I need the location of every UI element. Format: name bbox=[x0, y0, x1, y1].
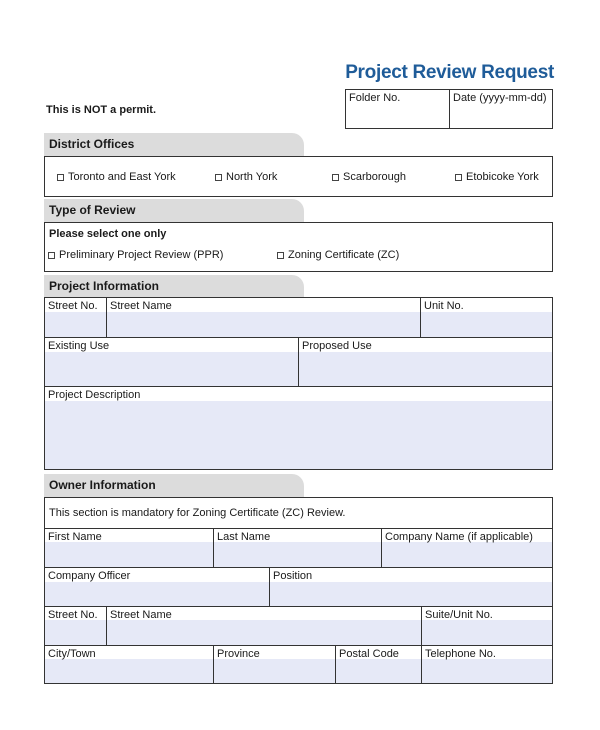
option-ppr[interactable]: Preliminary Project Review (PPR) bbox=[48, 249, 223, 261]
folder-no-label: Folder No. bbox=[349, 92, 401, 104]
type-of-review-heading: Type of Review bbox=[44, 199, 304, 222]
telephone-no-label: Telephone No. bbox=[425, 648, 496, 660]
last-name-label: Last Name bbox=[217, 531, 271, 543]
postal-code-field[interactable] bbox=[336, 646, 421, 683]
folder-no-field[interactable] bbox=[346, 90, 449, 128]
owner-street-no-field[interactable] bbox=[45, 607, 106, 645]
postal-code-label: Postal Code bbox=[339, 648, 399, 660]
telephone-no-field[interactable] bbox=[422, 646, 552, 683]
proposed-use-field[interactable] bbox=[299, 338, 552, 386]
option-etobicoke-york[interactable]: Etobicoke York bbox=[455, 171, 539, 183]
proposed-use-label: Proposed Use bbox=[302, 340, 372, 352]
checkbox-icon[interactable] bbox=[455, 174, 462, 181]
city-town-field[interactable] bbox=[45, 646, 213, 683]
owner-street-name-label: Street Name bbox=[110, 609, 172, 621]
checkbox-icon[interactable] bbox=[57, 174, 64, 181]
existing-use-label: Existing Use bbox=[48, 340, 110, 352]
checkbox-icon[interactable] bbox=[332, 174, 339, 181]
project-street-no-field[interactable] bbox=[45, 298, 106, 337]
existing-use-field[interactable] bbox=[45, 338, 298, 386]
project-unit-no-field[interactable] bbox=[421, 298, 552, 337]
project-description-label: Project Description bbox=[48, 389, 141, 401]
unit-no-label: Unit No. bbox=[424, 300, 464, 312]
project-info-heading: Project Information bbox=[44, 275, 304, 298]
first-name-label: First Name bbox=[48, 531, 102, 543]
company-officer-field[interactable] bbox=[45, 568, 269, 606]
review-instruction: Please select one only bbox=[49, 228, 167, 240]
checkbox-icon[interactable] bbox=[277, 252, 284, 259]
form-title: Project Review Request bbox=[345, 62, 554, 83]
project-info-box bbox=[44, 297, 553, 470]
district-offices-box bbox=[44, 156, 553, 197]
last-name-field[interactable] bbox=[214, 529, 381, 567]
first-name-field[interactable] bbox=[45, 529, 213, 567]
option-toronto-east-york[interactable]: Toronto and East York bbox=[57, 171, 176, 183]
project-description-field[interactable] bbox=[45, 387, 552, 469]
district-offices-heading: District Offices bbox=[44, 133, 304, 156]
company-officer-label: Company Officer bbox=[48, 570, 131, 582]
option-scarborough[interactable]: Scarborough bbox=[332, 171, 406, 183]
owner-street-name-field[interactable] bbox=[107, 607, 421, 645]
checkbox-icon[interactable] bbox=[48, 252, 55, 259]
province-field[interactable] bbox=[214, 646, 335, 683]
position-label: Position bbox=[273, 570, 313, 582]
permit-note: This is NOT a permit. bbox=[46, 104, 157, 116]
company-name-label: Company Name (if applicable) bbox=[385, 531, 533, 543]
option-north-york[interactable]: North York bbox=[215, 171, 277, 183]
date-label: Date (yyyy-mm-dd) bbox=[453, 92, 547, 104]
owner-info-box bbox=[44, 497, 553, 684]
owner-info-note: This section is mandatory for Zoning Certificate (ZC) Review. bbox=[49, 507, 346, 519]
city-town-label: City/Town bbox=[48, 648, 96, 660]
checkbox-icon[interactable] bbox=[215, 174, 222, 181]
project-street-name-field[interactable] bbox=[107, 298, 420, 337]
date-field[interactable] bbox=[450, 90, 552, 128]
street-name-label: Street Name bbox=[110, 300, 172, 312]
type-of-review-box bbox=[44, 222, 553, 272]
folder-date-box bbox=[345, 89, 553, 129]
province-label: Province bbox=[217, 648, 260, 660]
company-name-field[interactable] bbox=[382, 529, 552, 567]
position-field[interactable] bbox=[270, 568, 552, 606]
suite-unit-no-field[interactable] bbox=[422, 607, 552, 645]
street-no-label: Street No. bbox=[48, 300, 98, 312]
owner-street-no-label: Street No. bbox=[48, 609, 98, 621]
owner-info-heading: Owner Information bbox=[44, 474, 304, 497]
option-zc[interactable]: Zoning Certificate (ZC) bbox=[277, 249, 399, 261]
suite-unit-no-label: Suite/Unit No. bbox=[425, 609, 493, 621]
